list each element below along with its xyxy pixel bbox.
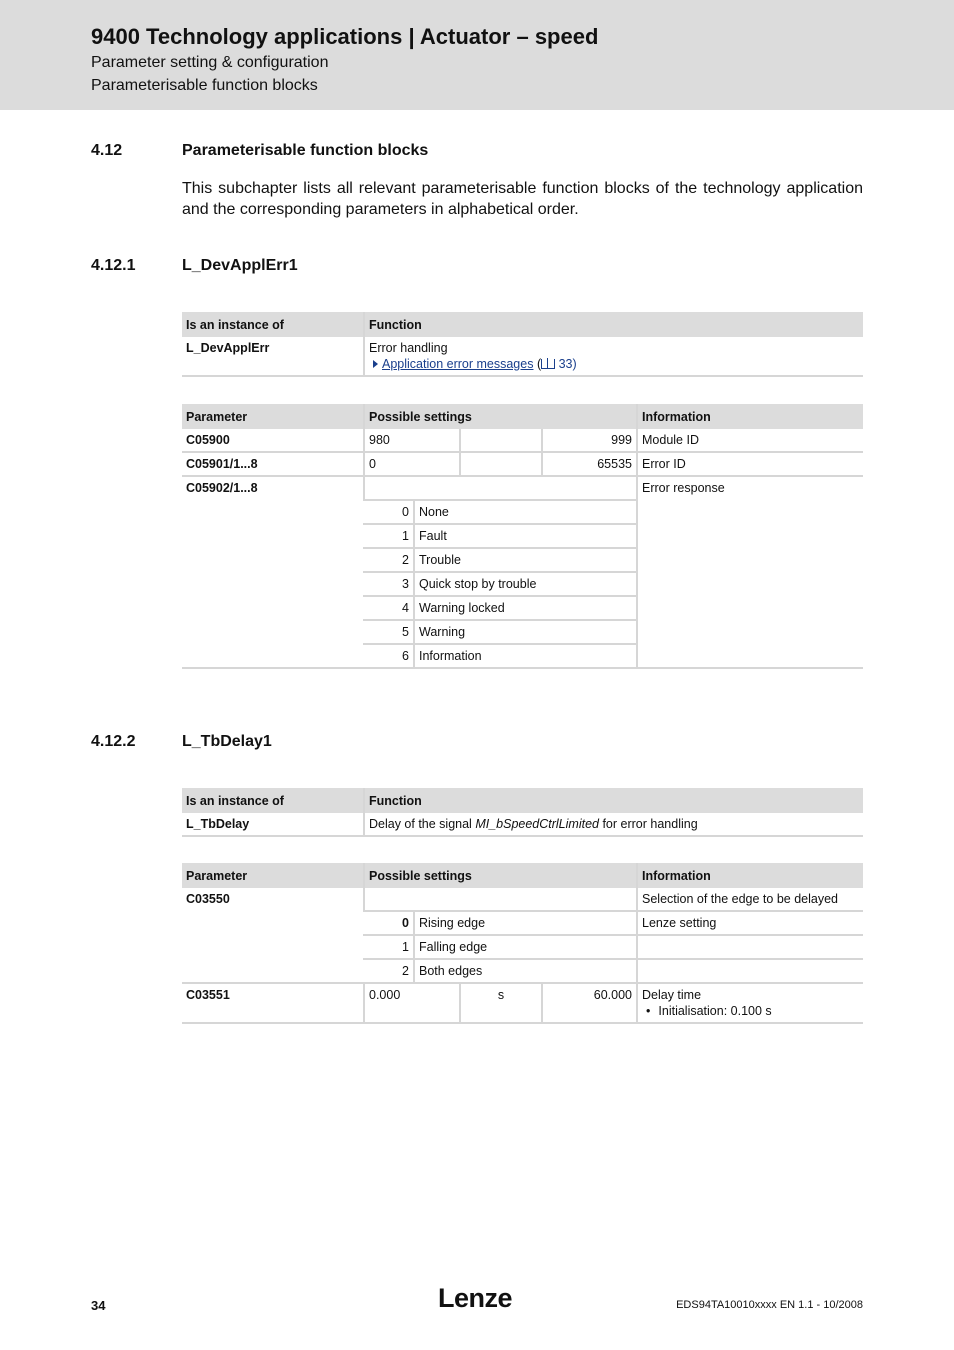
- info-text: Delay time: [642, 988, 702, 1002]
- option-value: 6: [363, 645, 413, 669]
- option-value: 0: [363, 501, 413, 525]
- option-label: Warning: [413, 621, 636, 645]
- parameter-code: C03550: [182, 888, 363, 984]
- table-row: [182, 337, 863, 377]
- instance-name: L_TbDelay: [182, 813, 363, 837]
- column-header: Possible settings: [363, 863, 636, 888]
- application-error-messages-link[interactable]: Application error messages: [382, 357, 534, 371]
- document-subtitle: Parameter setting & configuration: [91, 54, 329, 71]
- column-header: Function: [363, 312, 863, 337]
- min-value: 0.000: [363, 984, 459, 1024]
- section-number: 4.12: [91, 142, 123, 159]
- parameter-table: [182, 863, 863, 1024]
- lenze-logo: Lenze: [438, 1283, 513, 1313]
- subsection-number: 4.12.1: [91, 257, 136, 274]
- option-value: 4: [363, 597, 413, 621]
- info-cell: Module ID: [636, 429, 863, 453]
- page-header: [0, 0, 954, 110]
- option-value: 5: [363, 621, 413, 645]
- parameter-code: C05900: [182, 429, 363, 453]
- column-header: Parameter: [182, 404, 363, 429]
- column-header: Is an instance of: [182, 312, 363, 337]
- option-value: 2: [363, 960, 413, 984]
- link-paren: (: [533, 357, 542, 371]
- option-label: Rising edge: [413, 912, 636, 936]
- max-value: 999: [541, 429, 636, 453]
- unit-value: [459, 429, 541, 453]
- function-text: Error handling: [369, 341, 448, 355]
- column-header: Parameter: [182, 863, 363, 888]
- option-label: Information: [413, 645, 636, 669]
- option-label: Quick stop by trouble: [413, 573, 636, 597]
- subsection-title: L_TbDelay1: [182, 733, 272, 750]
- table-row: [182, 813, 863, 837]
- min-value: 0: [363, 453, 459, 477]
- option-value: 0: [363, 912, 413, 936]
- column-header: Function: [363, 788, 863, 813]
- settings-cell: [363, 477, 636, 501]
- option-value: 1: [363, 936, 413, 960]
- page-number: 34: [91, 1298, 106, 1313]
- option-value: 1: [363, 525, 413, 549]
- signal-name: MI_bSpeedCtrlLimited: [475, 817, 599, 831]
- table-row: [182, 984, 863, 1024]
- instance-table: [182, 788, 863, 837]
- min-value: 980: [363, 429, 459, 453]
- info-cell: Error response: [636, 477, 863, 669]
- table-row: [182, 453, 863, 477]
- max-value: 60.000: [541, 984, 636, 1024]
- column-header: Information: [636, 863, 863, 888]
- option-value: 3: [363, 573, 413, 597]
- column-header: Possible settings: [363, 404, 636, 429]
- subsection-title: L_DevApplErr1: [182, 257, 298, 274]
- info-cell: [636, 936, 863, 960]
- info-cell: Lenze setting: [636, 912, 863, 936]
- parameter-code: C05902/1...8: [182, 477, 363, 669]
- document-subtitle-2: Parameterisable function blocks: [91, 77, 318, 94]
- table-row: [182, 429, 863, 453]
- option-label: Fault: [413, 525, 636, 549]
- function-cell: [363, 813, 863, 837]
- info-cell: [636, 984, 863, 1024]
- section-title: Parameterisable function blocks: [182, 142, 429, 159]
- unit-value: [459, 453, 541, 477]
- column-header: Is an instance of: [182, 788, 363, 813]
- document-title: 9400 Technology applications | Actuator – speed: [91, 24, 599, 49]
- table-row: [182, 477, 863, 501]
- option-label: Warning locked: [413, 597, 636, 621]
- table-row: [182, 888, 863, 912]
- instance-name: L_DevApplErr: [182, 337, 363, 377]
- unit-value: s: [459, 984, 541, 1024]
- column-header: Information: [636, 404, 863, 429]
- settings-cell: [363, 888, 636, 912]
- page-reference-link[interactable]: 33): [555, 357, 577, 371]
- max-value: 65535: [541, 453, 636, 477]
- parameter-table: [182, 404, 863, 669]
- document-reference: EDS94TA10010xxxx EN 1.1 - 10/2008: [676, 1299, 863, 1311]
- option-label: Trouble: [413, 549, 636, 573]
- subsection-number: 4.12.2: [91, 733, 136, 750]
- option-value: 2: [363, 549, 413, 573]
- option-label: Falling edge: [413, 936, 636, 960]
- function-cell: [363, 337, 863, 377]
- info-cell: Error ID: [636, 453, 863, 477]
- arrow-right-icon: [373, 360, 378, 368]
- instance-table: [182, 312, 863, 377]
- parameter-code: C05901/1...8: [182, 453, 363, 477]
- parameter-code: C03551: [182, 984, 363, 1024]
- bullet-item: • Initialisation: 0.100 s: [642, 1003, 859, 1019]
- function-text-end: for error handling: [598, 817, 698, 831]
- intro-paragraph: This subchapter lists all relevant parameterisable function blocks of the technology application and the corresponding parameters in alphabetical order.: [182, 180, 863, 218]
- book-icon: [541, 359, 555, 369]
- option-label: Both edges: [413, 960, 636, 984]
- info-cell: [636, 960, 863, 984]
- info-cell: Selection of the edge to be delayed: [636, 888, 863, 912]
- option-label: None: [413, 501, 636, 525]
- function-text: Delay of the signal: [369, 817, 476, 831]
